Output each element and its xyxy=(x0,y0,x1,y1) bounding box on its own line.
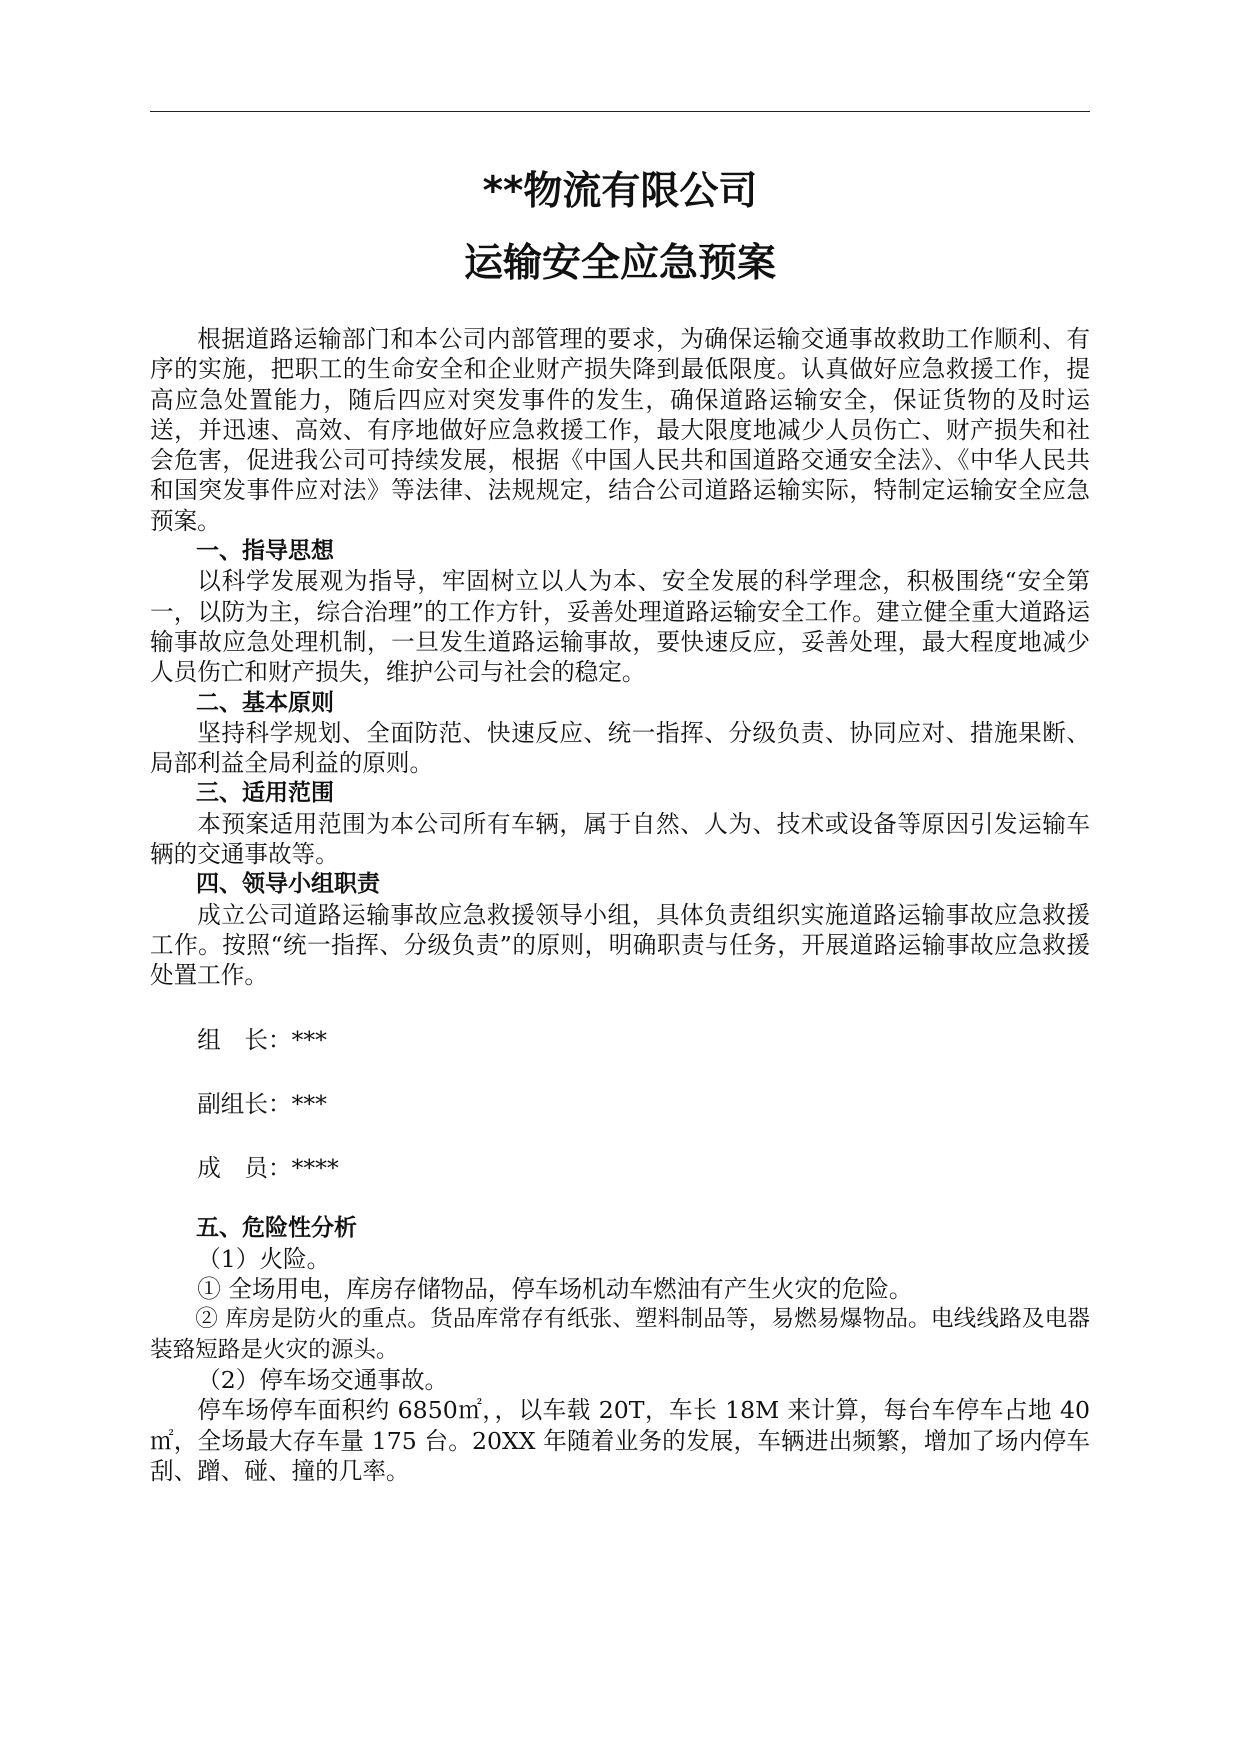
member-leader xyxy=(150,1025,1090,1055)
intro-paragraph: 根据道路运输部门和本公司内部管理的要求，为确保运输交通事故救助工作顺利、有序的实施，把职工的生命安全和企业财产损失降到最低限度。认真做好应急救援工作，提高应急处置能力，随后四应对突发事件的发生，确保道路运输安全，保证货物的及时运送，并迅速、高效、有序地做好应急救援工作，最大限度地减少人员伤亡、财产损失和社会危害，促进我公司可持续发展，根据《中国人民共和国道路交通安全法》、《中华人民共和国突发事件应对法》等法律、法规规定，结合公司道路运输实际，特制定运输安全应急预案。 xyxy=(150,325,1090,535)
company-title: **物流有限公司 xyxy=(482,169,758,214)
section-text-guiding-ideology: 以科学发展观为指导，牢固树立以人为本、安全发展的科学理念，积极围绕“安全第一，以防为主，综合治理”的工作方针，妥善处理道路运输安全工作。建立健全重大道路运输事故应急处理机制，一旦发生道路运输事故，要快速反应，妥善处理，最大程度地减少人员伤亡和财产损失，维护公司与社会的稳定。 xyxy=(150,567,1090,687)
member-name: *** xyxy=(291,1089,327,1118)
document-body xyxy=(150,324,1090,1486)
member-role: 副组长： xyxy=(197,1089,292,1118)
fire-item-1: ① 全场用电，库房存储物品，停车场机动车燃油有产生火灾的危险。 xyxy=(197,1275,913,1304)
section-text-leadership-group: 成立公司道路运输事故应急救援领导小组，具体负责组织实施道路运输事故应急救援工作。按照“统一指挥、分级负责”的原则，明确职责与任务，开展道路运输事故应急救援处置工作。 xyxy=(150,900,1090,990)
section-heading-guiding-ideology: 一、指导思想 xyxy=(196,538,334,565)
member-name: *** xyxy=(291,1025,327,1054)
subsection-heading-fire: （1）火险。 xyxy=(197,1244,331,1273)
parking-accidents-text: 停车场停车面积约 6850㎡，，以车载 20T，车长 18M 来计算，每台车停车占地 40㎡，全场最大存车量 175 台。20XX 年随着业务的发展，车辆进出频繁，增加了场内停车刮、蹭、碰、撞的几率。 xyxy=(150,1396,1090,1485)
section-heading-leadership-group: 四、领导小组职责 xyxy=(196,871,380,898)
member-role: 组 长： xyxy=(197,1025,292,1054)
section-heading-scope: 三、适用范围 xyxy=(196,780,334,807)
fire-item-2: ② 库房是防火的重点。货品库常存有纸张、塑料制品等，易燃易爆物品。电线线路及电器装臵短路是火灾的源头。 xyxy=(150,1306,1090,1363)
document-title: 运输安全应急预案 xyxy=(463,241,776,286)
member-deputy-leader xyxy=(150,1089,1090,1119)
section-text-scope: 本预案适用范围为本公司所有车辆，属于自然、人为、技术或设备等原因引发运输车辆的交通事故等。 xyxy=(150,809,1090,869)
section-heading-basic-principles: 二、基本原则 xyxy=(196,689,334,716)
header-rule xyxy=(150,111,1090,112)
member-name: **** xyxy=(291,1154,339,1183)
section-text-basic-principles: 坚持科学规划、全面防范、快速反应、统一指挥、分级负责、协同应对、措施果断、局部利益全局利益的原则。 xyxy=(150,718,1090,778)
section-heading-risk-analysis: 五、危险性分析 xyxy=(196,1215,357,1242)
subsection-heading-parking-accidents: （2）停车场交通事故。 xyxy=(197,1365,449,1394)
member-members xyxy=(150,1153,1090,1183)
member-role: 成 员： xyxy=(197,1154,292,1183)
